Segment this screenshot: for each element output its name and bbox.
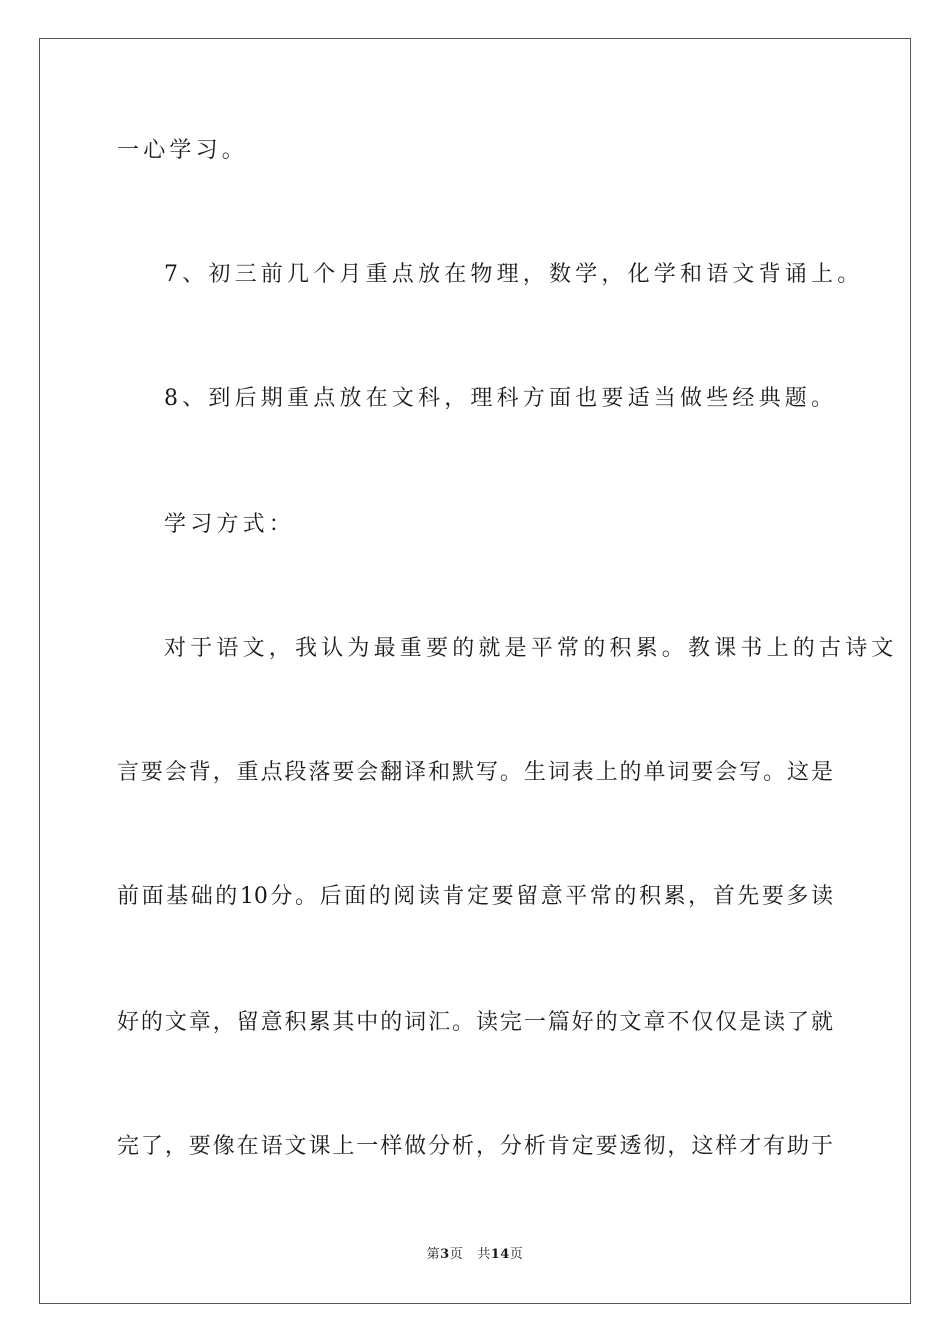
page-current: 3 [440, 1247, 450, 1262]
total-suffix: 页 [509, 1247, 524, 1262]
paragraph-line-3: 前面基础的10分。后面的阅读肯定要留意平常的积累，首先要多读 [117, 884, 833, 909]
paragraph-line-4: 好的文章，留意积累其中的词汇。读完一篇好的文章不仅仅是读了就 [117, 1010, 833, 1035]
section-heading: 学习方式： [164, 512, 296, 537]
text-line-1: 一心学习。 [117, 138, 249, 163]
page-prefix: 第 [426, 1247, 441, 1262]
paragraph-line-1: 对于语文，我认为最重要的就是平常的积累。教课书上的古诗文 [164, 636, 898, 661]
page-footer [0, 1246, 950, 1264]
list-item-7: 7、初三前几个月重点放在物理，数学，化学和语文背诵上。 [164, 262, 864, 287]
page-border [39, 38, 911, 1304]
list-item-8: 8、到后期重点放在文科，理科方面也要适当做些经典题。 [164, 386, 838, 411]
page-suffix: 页 [449, 1247, 464, 1262]
paragraph-line-5: 完了，要像在语文课上一样做分析，分析肯定要透彻，这样才有助于 [117, 1134, 833, 1159]
page-total: 14 [490, 1247, 510, 1262]
paragraph-line-2: 言要会背，重点段落要会翻译和默写。生词表上的单词要会写。这是 [117, 760, 833, 785]
total-prefix: 共 [477, 1247, 491, 1262]
